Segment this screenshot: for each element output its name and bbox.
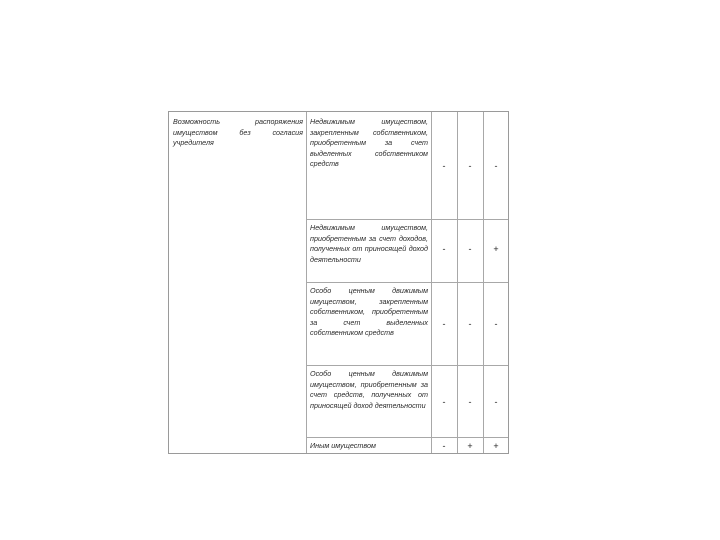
cell-mark: - [442,244,446,254]
row-label: Особо ценным движимым имуществом, приобретенным за счет средств, полученных от приносящей доход деятельности [310,369,428,410]
cell-mark: + [493,441,499,451]
cell-mark: - [442,397,446,407]
cell-mark: - [468,244,472,254]
row-label: Особо ценным движимым имуществом, закрепленным собственником, приобретенным за счет выделенных собственником средств [310,286,428,338]
row-label: Недвижимым имуществом, приобретенным за счет доходов, полученных от приносящей доход деятельности [310,223,428,264]
row-label: Недвижимым имуществом, закрепленным собственником, приобретенным за счет выделенных собственником средств [310,117,428,169]
cell-mark: - [468,319,472,329]
cell-mark: - [442,319,446,329]
cell-mark: - [494,319,498,329]
cell-mark: - [494,161,498,171]
cell-mark: - [468,161,472,171]
property-table [168,111,509,454]
cell-mark: + [467,441,473,451]
cell-mark: - [494,397,498,407]
row-divider [306,219,508,220]
row-divider [306,282,508,283]
cell-mark: + [493,244,499,254]
cell-mark: - [468,397,472,407]
cell-mark: - [442,441,446,451]
row-divider [306,365,508,366]
left-header-cell: Возможность распоряжения имуществом без согласия учредителя [173,117,303,148]
row-divider [306,437,508,438]
cell-mark: - [442,161,446,171]
row-label: Иным имуществом [310,441,376,450]
